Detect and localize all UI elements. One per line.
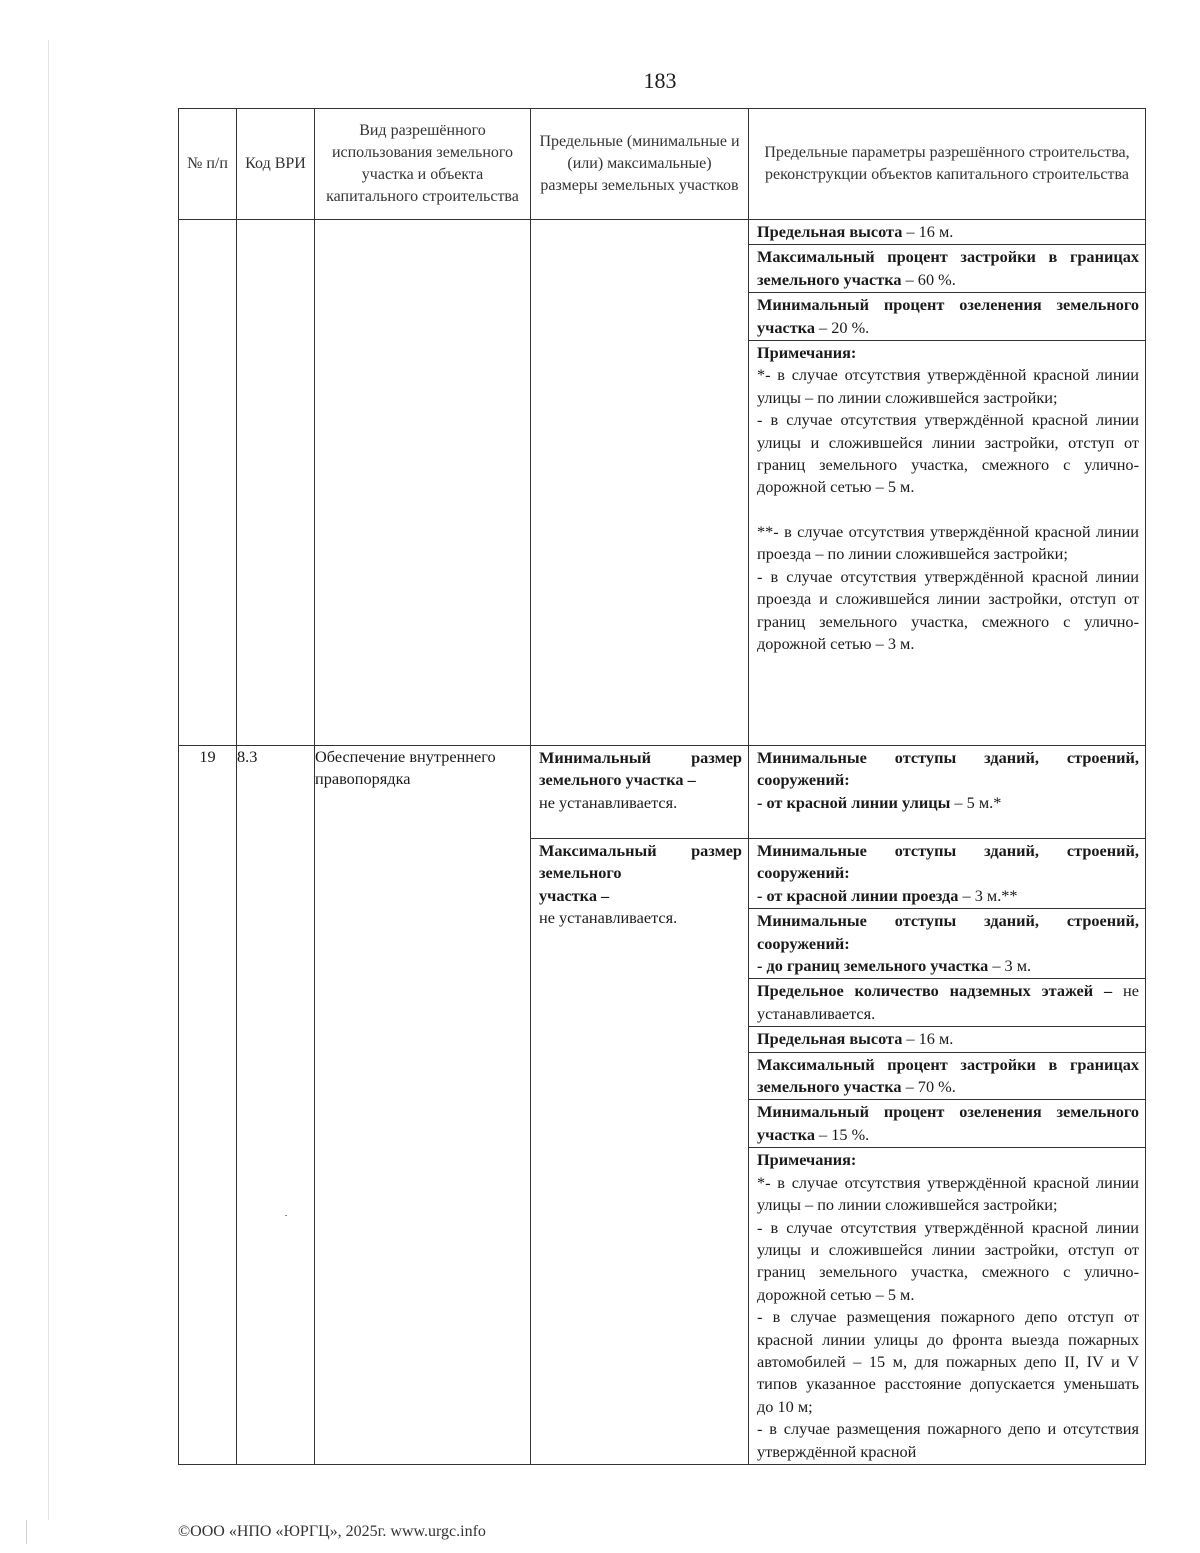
param-setback-passage: Минимальные отступы зданий, строений, сооружений: - от красной линии проезда – 3 м.** xyxy=(749,839,1145,909)
note-item: **- в случае отсутствия утверждённой красной линии проезда – по линии сложившейся застройки; xyxy=(757,521,1139,564)
page-number: 183 xyxy=(643,68,677,93)
param-setback-street: Минимальные отступы зданий, строений, сооружений: - от красной линии улицы – 5 м.* xyxy=(749,746,1145,839)
cell-sizes xyxy=(531,746,749,1465)
cell-params-continued xyxy=(749,220,1146,746)
param-floors: Предельное количество надземных этажей – не устанавливается. xyxy=(749,979,1145,1027)
header-sizes: Предельные (минимальные и (или) максимальные) размеры земельных участков xyxy=(531,109,749,220)
scan-edge-line xyxy=(48,40,49,1520)
notes-block xyxy=(749,1148,1145,1464)
size-min: Минимальный размер земельного участка – не устанавливается. xyxy=(531,746,748,839)
note-item: - в случае отсутствия утверждённой красной линии улицы и сложившейся линии застройки, отступ от границ земельного участка, смежного с улично-дорожной сетью – 5 м. xyxy=(757,410,1139,497)
header-kind: Вид разрешённого использования земельного участка и объекта капитального строительства xyxy=(315,109,531,220)
scan-speck xyxy=(285,1215,287,1216)
notes-block xyxy=(749,341,1145,656)
note-item: *- в случае отсутствия утверждённой красной линии улицы – по линии сложившейся застройки; xyxy=(757,1172,1139,1215)
param-height: Предельная высота – 16 м. xyxy=(749,1027,1145,1052)
note-item: - в случае размещения пожарного депо и отсутствия утверждённой красной xyxy=(757,1419,1139,1461)
param-setback-boundary: Минимальные отступы зданий, строений, сооружений: - до границ земельного участка – 3 м. xyxy=(749,909,1145,979)
cell-params xyxy=(749,746,1146,1465)
table-row-continued xyxy=(179,220,1146,746)
table-header-row xyxy=(179,109,1146,220)
param-build-percent: Максимальный процент застройки в границах земельного участка – 70 %. xyxy=(749,1053,1145,1101)
note-item: - в случае размещения пожарного депо отступ от красной линии улицы до фронта выезда пожарных автомобилей – 15 м, для пожарных депо II, IV и V типов указанное расстояние допускается уменьшать до 10 м; xyxy=(757,1307,1139,1416)
scan-edge-mark xyxy=(26,1520,27,1544)
param-build-percent: Максимальный процент застройки в границах земельного участка – 60 %. xyxy=(749,245,1145,293)
notes-title: Примечания: xyxy=(757,343,857,363)
size-max: Максимальный размер земельного участка – не устанавливается. xyxy=(539,841,742,928)
param-green-percent: Минимальный процент озеленения земельного участка – 20 %. xyxy=(749,293,1145,341)
footer-copyright: ©ООО «НПО «ЮРГЦ», 2025г. www.urgc.info xyxy=(178,1523,486,1540)
cell-code: 8.3 xyxy=(237,746,315,1465)
param-height: Предельная высота – 16 м. xyxy=(749,220,1145,245)
header-params: Предельные параметры разрешённого строительства, реконструкции объектов капитального строительства xyxy=(749,109,1146,220)
cell-num-empty xyxy=(179,220,237,746)
note-item: - в случае отсутствия утверждённой красной линии проезда и сложившейся линии застройки, отступ от границ земельного участка, смежного с улично-дорожной сетью – 3 м. xyxy=(757,566,1139,653)
cell-kind-empty xyxy=(315,220,531,746)
note-item: - в случае отсутствия утверждённой красной линии улицы и сложившейся линии застройки, отступ от границ земельного участка, смежного с улично-дорожной сетью – 5 м. xyxy=(757,1217,1139,1304)
regulations-table xyxy=(178,108,1146,1465)
header-num: № п/п xyxy=(179,109,237,220)
cell-num: 19 xyxy=(179,746,237,1465)
table-row-19 xyxy=(179,746,1146,1465)
cell-kind: Обеспечение внутреннего правопорядка xyxy=(315,746,531,1465)
note-item: *- в случае отсутствия утверждённой красной линии улицы – по линии сложившейся застройки; xyxy=(757,365,1139,407)
cell-code-empty xyxy=(237,220,315,746)
header-code: Код ВРИ xyxy=(237,109,315,220)
notes-title: Примечания: xyxy=(757,1150,857,1170)
param-green-percent: Минимальный процент озеленения земельного участка – 15 %. xyxy=(749,1100,1145,1148)
cell-sizes-empty xyxy=(531,220,749,746)
